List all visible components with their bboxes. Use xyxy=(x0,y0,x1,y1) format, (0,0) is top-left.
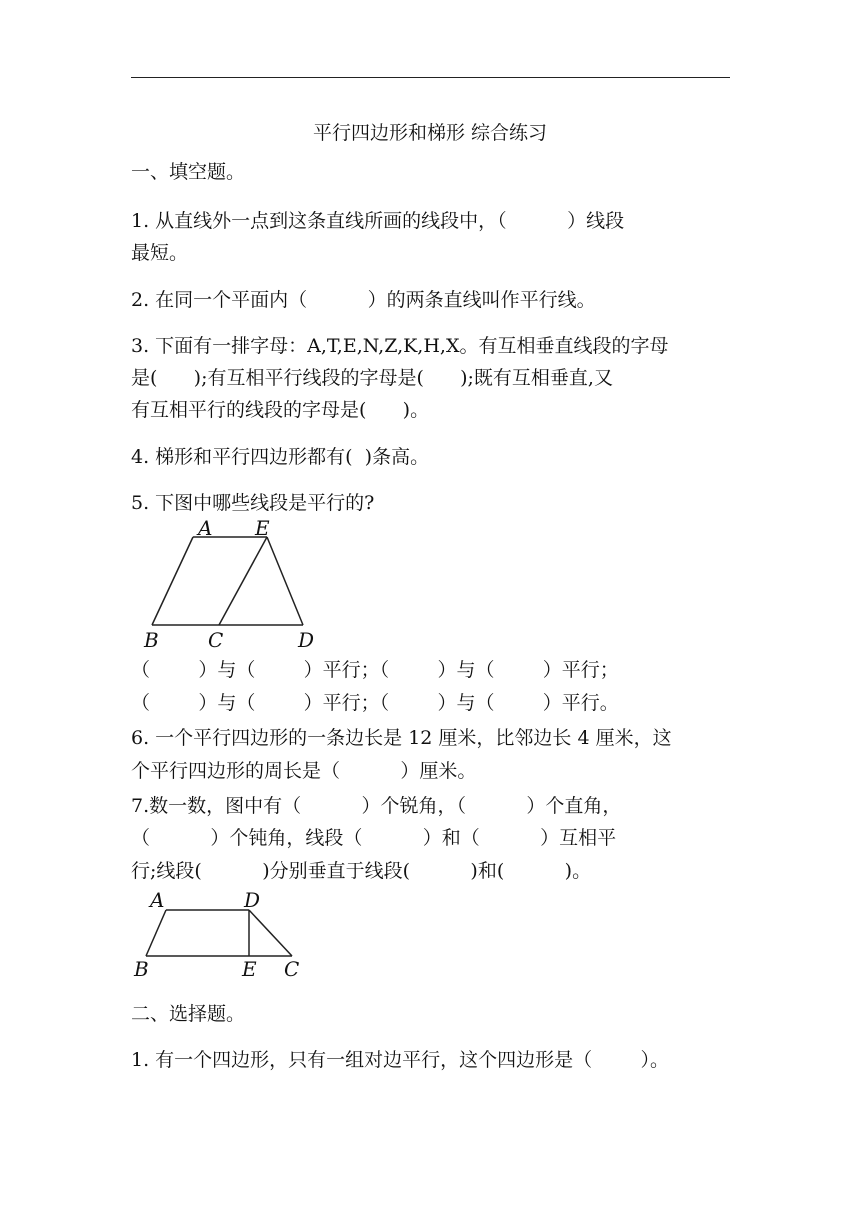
page-title: 平行四边形和梯形 综合练习 xyxy=(312,122,548,144)
q7-line1: 7.数一数，图中有（ ）个锐角，（ ）个直角， xyxy=(131,795,622,817)
section2-heading: 二、选择题。 xyxy=(131,1003,246,1025)
q6-line1: 6. 一个平行四边形的一条边长是 12 厘米，比邻边长 4 厘米，这 xyxy=(131,727,672,749)
q6-line2: 个平行四边形的周长是（ ）厘米。 xyxy=(131,760,477,782)
q3-line1: 3. 下面有一排字母：A,T,E,N,Z,K,H,X。有互相垂直线段的字母 xyxy=(131,335,669,357)
header-rule xyxy=(131,77,730,78)
q5-line1: 5. 下图中哪些线段是平行的? xyxy=(131,492,375,514)
q4-line1: 4. 梯形和平行四边形都有( )条高。 xyxy=(131,446,430,468)
segment-ed xyxy=(267,537,303,625)
section1-heading: 一、填空题。 xyxy=(131,161,246,183)
label-b: B xyxy=(134,957,149,981)
q1-line1: 1. 从直线外一点到这条直线所画的线段中，（ ）线段 xyxy=(131,210,625,232)
q7-figure xyxy=(130,890,310,982)
label-d: D xyxy=(298,628,315,652)
label-c: C xyxy=(208,628,224,652)
segment-ab xyxy=(146,910,166,956)
q5-answer-line1: （ ）与（ ）平行；（ ）与（ ）平行； xyxy=(131,659,619,681)
segment-ab xyxy=(152,537,193,625)
label-e: E xyxy=(242,957,257,981)
q2-line1: 2. 在同一个平面内（ ）的两条直线叫作平行线。 xyxy=(131,289,596,311)
q3-line3: 有互相平行的线段的字母是( )。 xyxy=(131,399,430,421)
q7-line3: 行;线段( )分别垂直于线段( )和( )。 xyxy=(131,860,592,882)
segment-ec xyxy=(219,537,267,625)
label-e: E xyxy=(255,516,270,540)
q3-line2: 是( );有互相平行线段的字母是( );既有互相垂直,又 xyxy=(131,367,613,389)
label-d: D xyxy=(244,890,261,912)
label-c: C xyxy=(284,957,300,981)
label-b: B xyxy=(144,628,159,652)
label-a: A xyxy=(150,890,165,912)
q5-answer-line2: （ ）与（ ）平行；（ ）与（ ）平行。 xyxy=(131,692,619,714)
segment-dc xyxy=(249,910,292,956)
q7-line2: （ ）个钝角，线段（ ）和（ ）互相平 xyxy=(131,827,617,849)
q5-figure xyxy=(140,515,340,653)
s2-q1-line1: 1. 有一个四边形，只有一组对边平行，这个四边形是（ ）。 xyxy=(131,1049,669,1071)
q1-line2: 最短。 xyxy=(131,242,189,264)
label-a: A xyxy=(198,516,213,540)
